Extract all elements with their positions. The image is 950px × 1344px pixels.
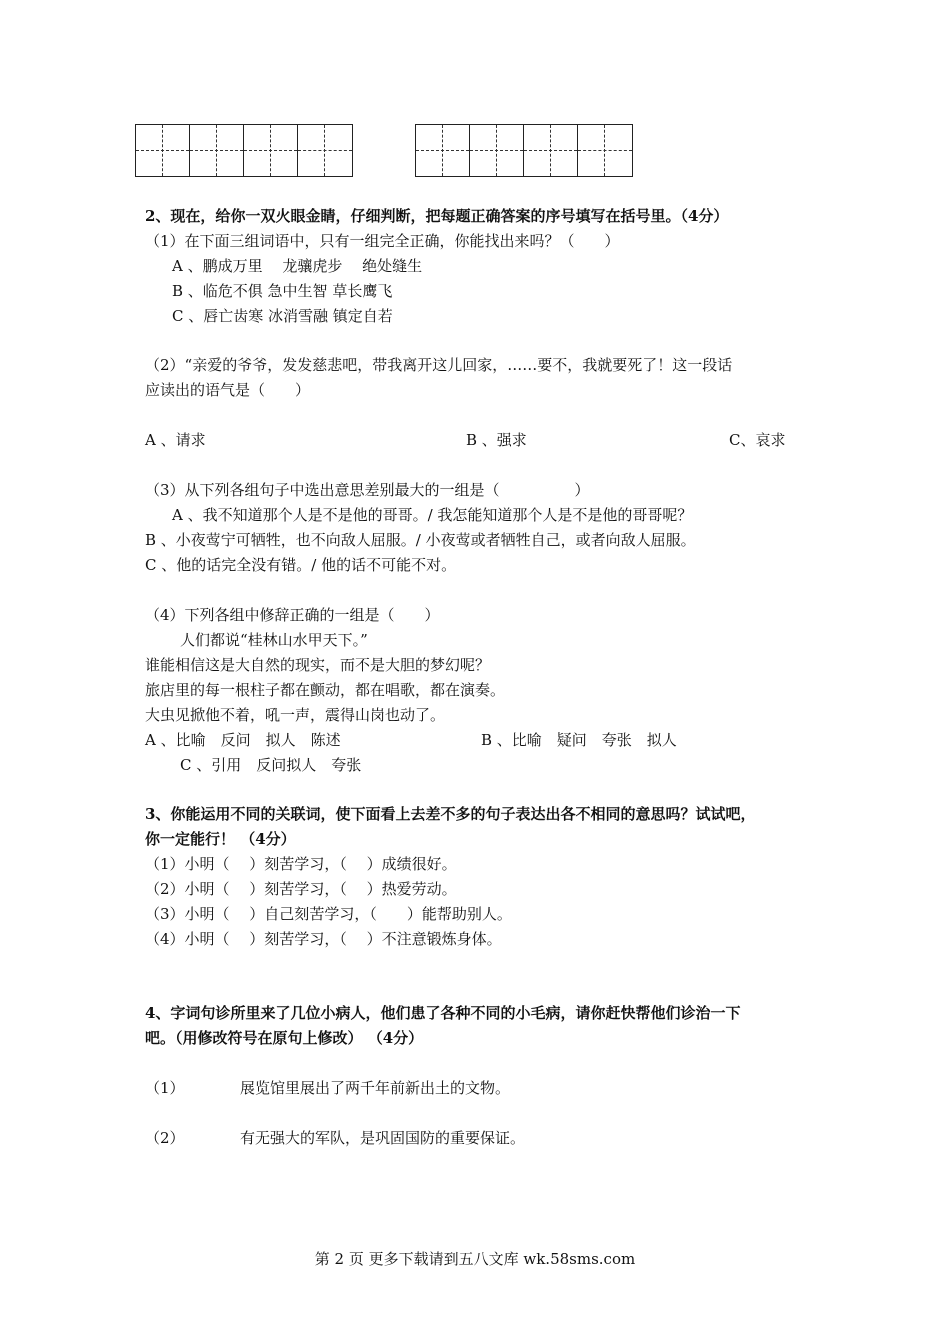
writing-grid-left <box>135 124 353 177</box>
q2-p4-stem: （4）下列各组中修辞正确的一组是（ ） <box>145 606 440 624</box>
q2-p3-stem: （3）从下列各组句子中选出意思差别最大的一组是（ ） <box>145 481 590 499</box>
q2-p2-stem-line2: 应读出的语气是（ ） <box>145 381 311 399</box>
q2-p2-option-b: B 、强求 <box>466 431 527 449</box>
q3-title-line2: 你一定能行！ （4分） <box>145 830 296 848</box>
grid-cell[interactable] <box>298 125 352 176</box>
grid-cell[interactable] <box>524 125 578 176</box>
q2-p4-option-a: A 、比喻 反问 拟人 陈述 <box>145 731 341 749</box>
q4-item-2-number: （2） <box>145 1129 185 1147</box>
writing-grid-right <box>415 124 633 177</box>
grid-cell[interactable] <box>244 125 298 176</box>
q4-item-2-text: 有无强大的军队，是巩固国防的重要保证。 <box>240 1129 526 1147</box>
grid-cell[interactable] <box>578 125 632 176</box>
grid-cell[interactable] <box>190 125 244 176</box>
q2-p4-sentence-2: 谁能相信这是大自然的现实，而不是大胆的梦幻呢？ <box>145 656 491 674</box>
grid-cell[interactable] <box>470 125 524 176</box>
page-footer: 第 2 页 更多下载请到五八文库 wk.58sms.com <box>314 1250 636 1268</box>
q3-item-2: （2）小明（ ）刻苦学习，（ ）热爱劳动。 <box>145 880 457 898</box>
q2-p1-option-b: B 、临危不俱 急中生智 草长鹰飞 <box>172 282 393 300</box>
q2-p4-sentence-1: 人们都说“桂林山水甲天下。” <box>180 631 368 649</box>
q2-p3-option-c: C 、他的话完全没有错。/ 他的话不可能不对。 <box>145 556 457 574</box>
q2-title: 2、现在，给你一双火眼金睛，仔细判断，把每题正确答案的序号填写在括号里。（4分） <box>145 207 729 225</box>
q2-p3-option-a: A 、我不知道那个人是不是他的哥哥。/ 我怎能知道那个人是不是他的哥哥呢？ <box>172 506 693 524</box>
q2-p4-sentence-3: 旅店里的每一根柱子都在颤动，都在唱歌，都在演奏。 <box>145 681 506 699</box>
q2-p4-option-c: C 、引用 反问拟人 夸张 <box>180 756 362 774</box>
q2-p2-option-a: A 、请求 <box>145 431 206 449</box>
q2-p3-option-b: B 、小夜莺宁可牺牲，也不向敌人屈服。/ 小夜莺或者牺牲自己，或者向敌人屈服。 <box>145 531 696 549</box>
q2-p2-option-c: C、哀求 <box>729 431 786 449</box>
q3-title-line1: 3、你能运用不同的关联词，使下面看上去差不多的句子表达出各不相同的意思吗？试试吧， <box>145 805 756 823</box>
q4-title-line1: 4、字词句诊所里来了几位小病人，他们患了各种不同的小毛病，请你赶快帮他们诊治一下 <box>145 1004 741 1022</box>
q2-p4-sentence-4: 大虫见掀他不着，吼一声，震得山岗也动了。 <box>145 706 446 724</box>
q3-item-4: （4）小明（ ）刻苦学习，（ ）不注意锻炼身体。 <box>145 930 502 948</box>
q3-item-1: （1）小明（ ）刻苦学习，（ ）成绩很好。 <box>145 855 457 873</box>
q2-p1-stem: （1）在下面三组词语中，只有一组完全正确，你能找出来吗？（ ） <box>145 232 620 250</box>
q2-p2-stem-line1: （2）“亲爱的爷爷，发发慈悲吧，带我离开这儿回家，……要不，我就要死了！这一段话 <box>145 356 733 374</box>
q4-item-1-number: （1） <box>145 1079 185 1097</box>
q2-p1-option-c: C 、唇亡齿寒 冰消雪融 镇定自若 <box>172 307 393 325</box>
grid-cell[interactable] <box>136 125 190 176</box>
q3-item-3: （3）小明（ ）自己刻苦学习，（ ）能帮助别人。 <box>145 905 512 923</box>
q4-item-1-text: 展览馆里展出了两千年前新出土的文物。 <box>240 1079 511 1097</box>
q2-p1-option-a: A 、鹏成万里 龙骧虎步 绝处缝生 <box>172 257 423 275</box>
q4-title-line2: 吧。（用修改符号在原句上修改） （4分） <box>145 1029 424 1047</box>
grid-cell[interactable] <box>416 125 470 176</box>
q2-p4-option-b: B 、比喻 疑问 夸张 拟人 <box>481 731 677 749</box>
